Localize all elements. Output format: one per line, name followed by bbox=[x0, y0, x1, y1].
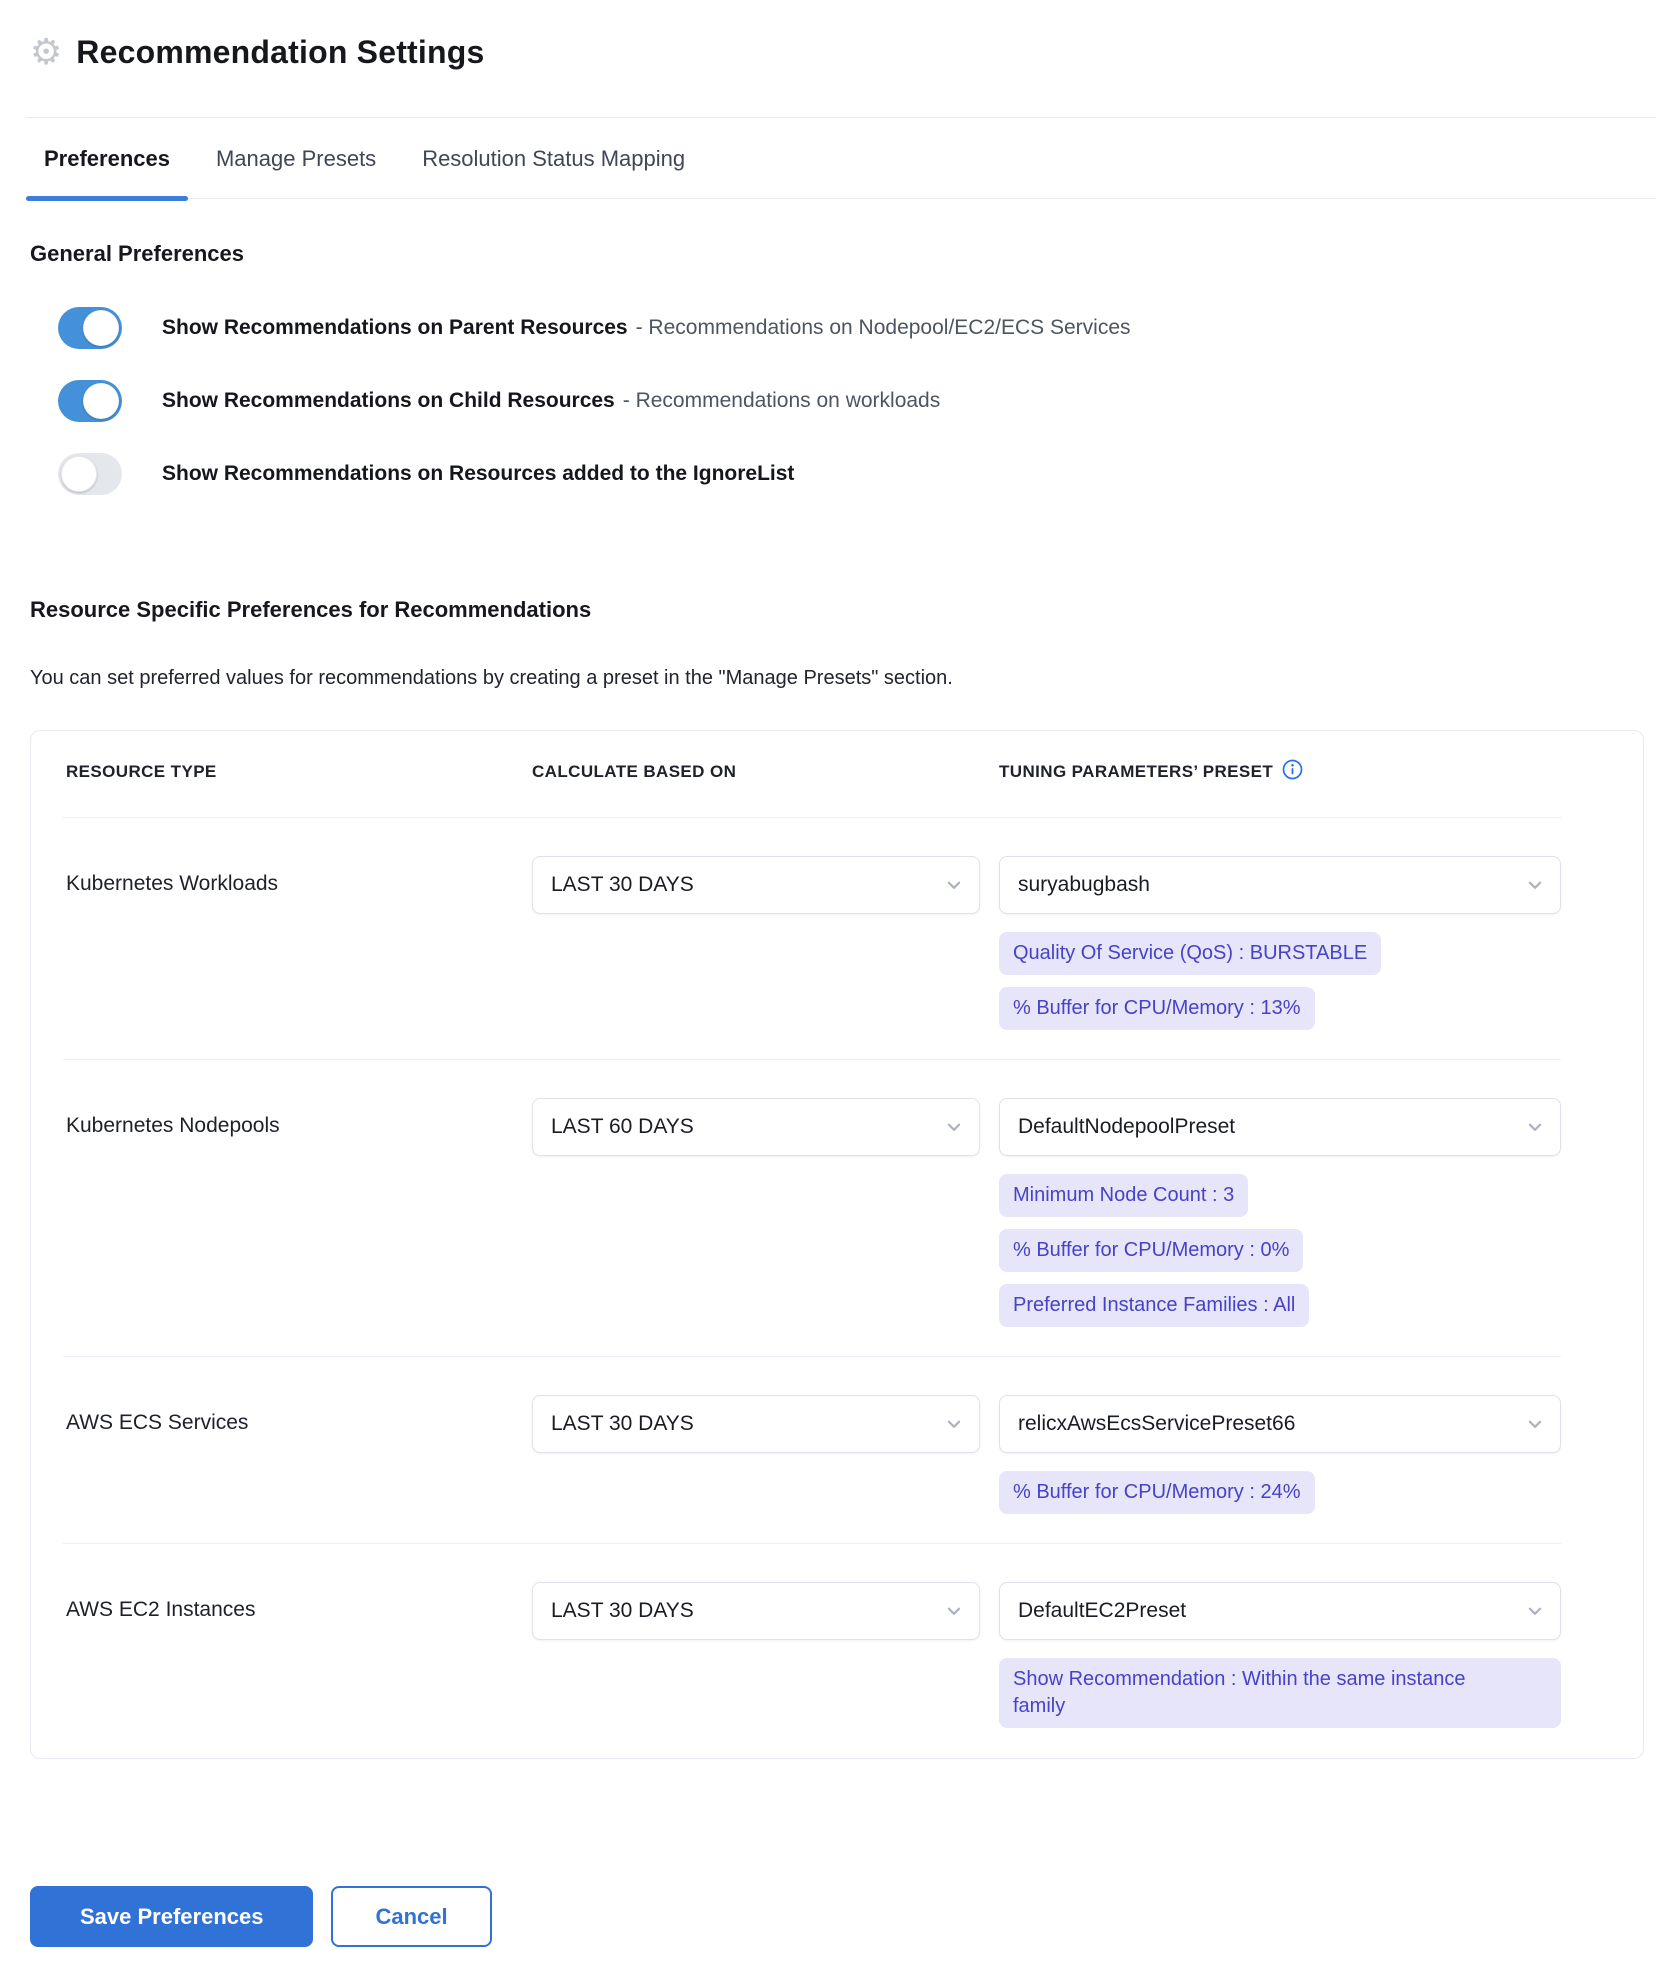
toggle-label: Show Recommendations on Resources added to the IgnoreList bbox=[162, 462, 795, 486]
tuning-preset-dropdown[interactable] bbox=[999, 1395, 1561, 1453]
tab-preferences[interactable]: Preferences bbox=[26, 142, 188, 198]
chevron-down-icon bbox=[1526, 876, 1544, 894]
column-header-resource-type: RESOURCE TYPE bbox=[66, 761, 217, 781]
calculate-based-on-dropdown[interactable] bbox=[532, 1098, 980, 1156]
chevron-down-icon bbox=[945, 1602, 963, 1620]
dropdown-value: LAST 60 DAYS bbox=[551, 1115, 694, 1138]
resource-type-label: Kubernetes Nodepools bbox=[66, 1114, 280, 1137]
preset-badge: % Buffer for CPU/Memory : 13% bbox=[999, 987, 1315, 1030]
footer-actions bbox=[30, 1886, 1656, 1947]
resource-preferences-heading: Resource Specific Preferences for Recommendations bbox=[30, 597, 592, 622]
calculate-based-on-dropdown[interactable] bbox=[532, 856, 980, 914]
calculate-based-on-cell bbox=[532, 1582, 999, 1728]
column-header-tuning-preset bbox=[999, 761, 1627, 782]
preset-badges bbox=[999, 932, 1627, 1030]
preset-badge: Minimum Node Count : 3 bbox=[999, 1174, 1248, 1217]
tuning-preset-dropdown[interactable] bbox=[999, 1582, 1561, 1640]
general-preferences-heading: General Preferences bbox=[30, 241, 245, 266]
preset-badge: Preferred Instance Families : All bbox=[999, 1284, 1309, 1327]
resource-type-label: AWS EC2 Instances bbox=[66, 1598, 256, 1621]
toggle-label: Show Recommendations on Child Resources bbox=[162, 389, 615, 413]
table-row bbox=[31, 818, 1643, 1060]
dropdown-value: DefaultNodepoolPreset bbox=[1018, 1115, 1236, 1138]
toggle-knob bbox=[83, 383, 119, 419]
tab-resolution-status-mapping[interactable]: Resolution Status Mapping bbox=[422, 146, 686, 171]
toggle-description: - Recommendations on Nodepool/EC2/ECS Services bbox=[635, 316, 1131, 340]
dropdown-value: LAST 30 DAYS bbox=[551, 873, 694, 896]
tab-manage-presets[interactable]: Manage Presets bbox=[215, 146, 377, 171]
dropdown-value: LAST 30 DAYS bbox=[551, 1599, 694, 1622]
chevron-down-icon bbox=[1526, 1602, 1544, 1620]
tuning-preset-cell bbox=[999, 1582, 1627, 1728]
resource-preferences-table bbox=[30, 730, 1644, 1759]
preset-badges bbox=[999, 1658, 1627, 1728]
toggle-row-child-resources bbox=[58, 380, 1656, 422]
toggle-knob bbox=[83, 310, 119, 346]
toggle-knob bbox=[61, 456, 97, 492]
dropdown-value: LAST 30 DAYS bbox=[551, 1412, 694, 1435]
toggle-description: - Recommendations on workloads bbox=[622, 389, 941, 413]
toggle-row-parent-resources bbox=[58, 307, 1656, 349]
toggle-label: Show Recommendations on Parent Resources bbox=[162, 316, 628, 340]
tuning-preset-cell bbox=[999, 1395, 1627, 1514]
toggle-text bbox=[162, 314, 1131, 341]
general-preferences-toggles bbox=[30, 307, 1656, 495]
preset-badges bbox=[999, 1471, 1627, 1514]
ignorelist-resources-toggle[interactable] bbox=[58, 453, 122, 495]
calculate-based-on-dropdown[interactable] bbox=[532, 1395, 980, 1453]
page-header bbox=[30, 31, 1656, 73]
tab-bar bbox=[26, 142, 1656, 199]
tuning-preset-dropdown[interactable] bbox=[999, 856, 1561, 914]
calculate-based-on-cell bbox=[532, 1098, 999, 1327]
chevron-down-icon bbox=[945, 876, 963, 894]
preset-badges bbox=[999, 1174, 1627, 1327]
chevron-down-icon bbox=[945, 1415, 963, 1433]
header-divider bbox=[26, 117, 1656, 118]
table-row bbox=[31, 1544, 1643, 1758]
resource-preferences-note: You can set preferred values for recommendations by creating a preset in the "Manage Presets" section. bbox=[30, 667, 953, 689]
tuning-preset-dropdown[interactable] bbox=[999, 1098, 1561, 1156]
resource-type-label: Kubernetes Workloads bbox=[66, 872, 279, 895]
calculate-based-on-dropdown[interactable] bbox=[532, 1582, 980, 1640]
dropdown-value: suryabugbash bbox=[1018, 873, 1150, 896]
toggle-text bbox=[162, 387, 940, 414]
tuning-preset-cell bbox=[999, 1098, 1627, 1327]
save-preferences-button[interactable]: Save Preferences bbox=[30, 1886, 313, 1947]
page-title: Recommendation Settings bbox=[76, 34, 485, 70]
toggle-text bbox=[162, 460, 794, 487]
cancel-button[interactable]: Cancel bbox=[331, 1886, 491, 1947]
table-row bbox=[31, 1357, 1643, 1544]
table-header-row bbox=[31, 731, 1643, 818]
parent-resources-toggle[interactable] bbox=[58, 307, 122, 349]
resource-type-label: AWS ECS Services bbox=[66, 1411, 249, 1434]
dropdown-value: relicxAwsEcsServicePreset66 bbox=[1018, 1412, 1296, 1435]
child-resources-toggle[interactable] bbox=[58, 380, 122, 422]
column-header-calculate-based-on: CALCULATE BASED ON bbox=[532, 761, 737, 781]
calculate-based-on-cell bbox=[532, 856, 999, 1030]
chevron-down-icon bbox=[1526, 1118, 1544, 1136]
gear-icon: ⚙ bbox=[30, 31, 63, 73]
toggle-row-ignorelist-resources bbox=[58, 453, 1656, 495]
preset-badge: Show Recommendation : Within the same instance family bbox=[999, 1658, 1561, 1728]
dropdown-value: DefaultEC2Preset bbox=[1018, 1599, 1187, 1622]
preset-badge: % Buffer for CPU/Memory : 24% bbox=[999, 1471, 1315, 1514]
preset-badge: % Buffer for CPU/Memory : 0% bbox=[999, 1229, 1303, 1272]
calculate-based-on-cell bbox=[532, 1395, 999, 1514]
table-row bbox=[31, 1060, 1643, 1357]
chevron-down-icon bbox=[945, 1118, 963, 1136]
column-header-tuning-preset-label: TUNING PARAMETERS’ PRESET bbox=[999, 761, 1274, 781]
chevron-down-icon bbox=[1526, 1415, 1544, 1433]
preset-badge: Quality Of Service (QoS) : BURSTABLE bbox=[999, 932, 1381, 975]
tuning-preset-cell bbox=[999, 856, 1627, 1030]
info-icon[interactable] bbox=[1282, 759, 1303, 780]
